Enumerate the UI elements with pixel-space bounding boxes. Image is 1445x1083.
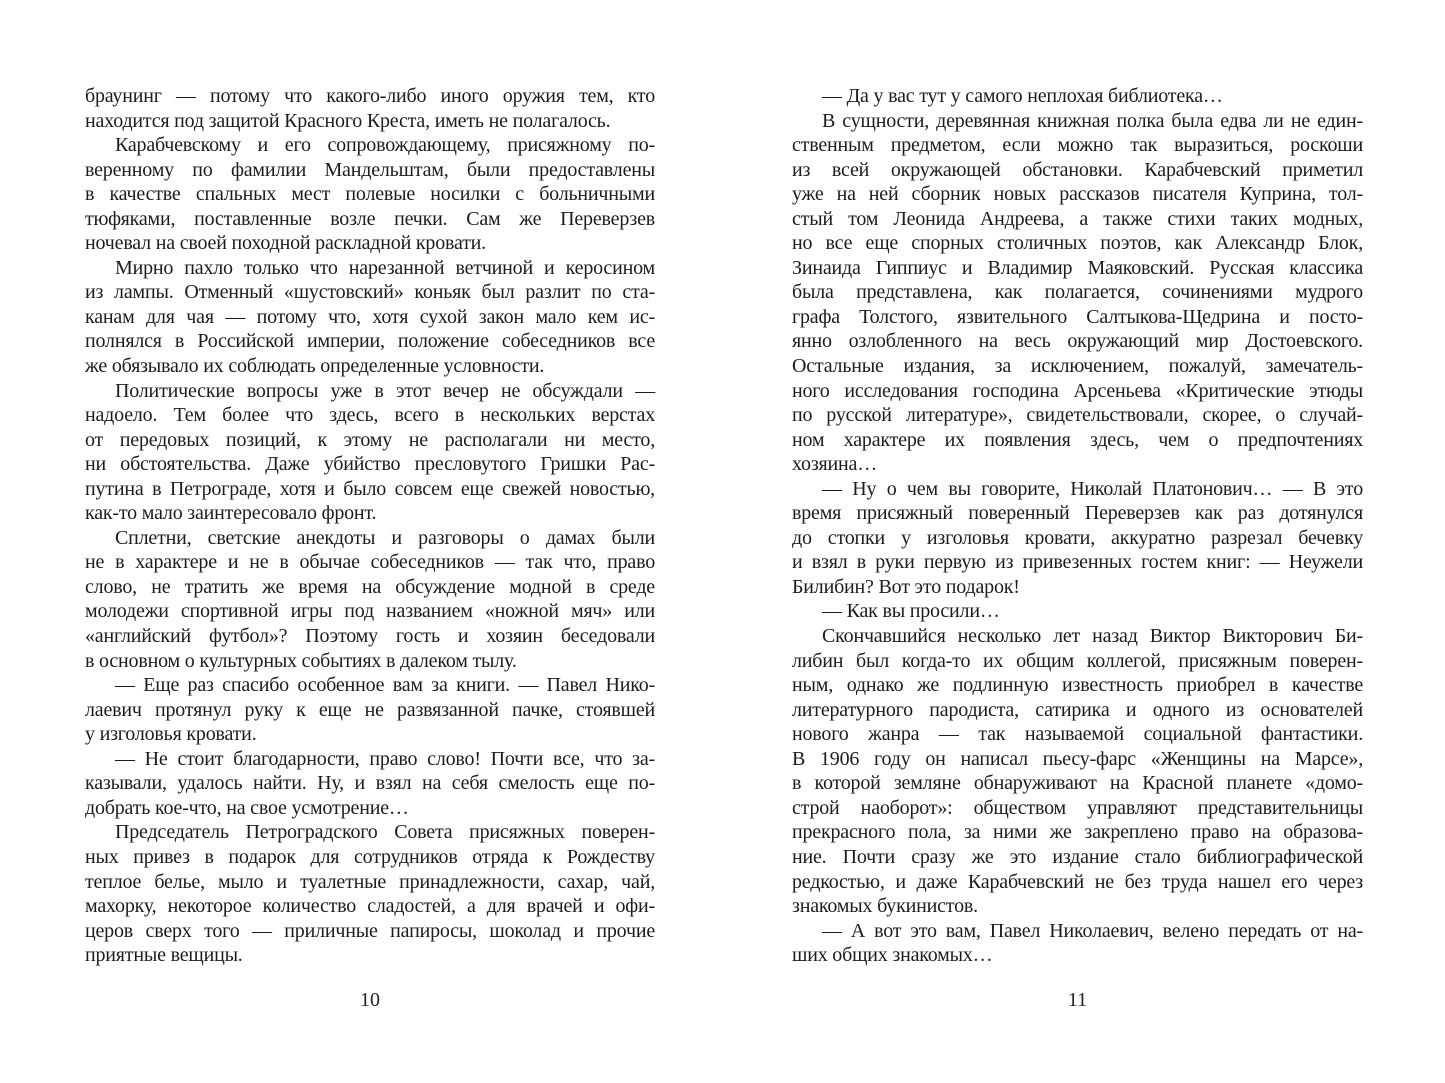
text-line: добрать кое-что, на свое усмотрение… — [85, 796, 409, 819]
text-line: нового жанра — так называемой социальной фантастики. — [792, 723, 1363, 746]
text-line: была представлена, как полагается, сочинениями мудрого — [792, 281, 1363, 304]
text-line: В 1906 году он написал пьесу-фарс «Женщины на Марсе», — [792, 747, 1363, 770]
text-line: в которой земляне обнаруживают на Красной планете «домо- — [792, 772, 1363, 795]
text-line: янно озлобленного на весь окружающий мир Достоевского. — [792, 330, 1363, 353]
text-line: надоело. Тем более что здесь, всего в нескольких верстах — [85, 404, 655, 427]
text-line: «английский футбол»? Поэтому гость и хозяин беседовали — [85, 625, 655, 648]
text-line: прекрасного пола, за ними же закреплено право на образова- — [792, 821, 1363, 844]
text-line: — А вот это вам, Павел Николаевич, велено передать от на- — [822, 919, 1363, 942]
text-line: полнялся в Российской империи, положение собеседников все — [85, 330, 655, 353]
text-line: тюфяками, поставленные возле печки. Сам же Переверзев — [85, 207, 655, 230]
page-number-left: 10 — [360, 989, 380, 1011]
text-line: молодежи спортивной игры под названием «ножной мяч» или — [85, 600, 655, 623]
text-line: Мирно пахло только что нарезанной ветчиной и керосином — [115, 256, 655, 279]
text-line: лаевич протянул руку к еще не развязанной пачке, стоявшей — [85, 698, 655, 721]
text-line: строй наоборот»: обществом управляют представительницы — [792, 796, 1363, 819]
text-line: ном характере их появления здесь, чем о предпочтениях — [792, 428, 1363, 451]
text-line: от передовых позиций, к этому не располагали ни место, — [85, 428, 655, 451]
text-line: либин был когда-то их общим коллегой, присяжным поверен- — [792, 649, 1363, 672]
text-line: Сплетни, светские анекдоты и разговоры о дамах были — [115, 526, 655, 549]
text-line: — Да у вас тут у самого неплохая библиотека… — [822, 85, 1223, 107]
text-line: но все еще спорных столичных поэтов, как Александр Блок, — [792, 232, 1363, 255]
text-line: и взял в руки первую из привезенных гостем книг: — Неужели — [792, 551, 1363, 574]
page-right-text — [792, 84, 1363, 968]
text-line: канам для чая — потому что, хотя сухой закон мало кем ис- — [85, 305, 655, 328]
page-number-right: 11 — [1067, 989, 1088, 1011]
text-line: находится под защитой Красного Креста, иметь не полагалось. — [85, 109, 611, 132]
text-line: графа Толстого, язвительного Салтыкова-Щедрина и посто- — [792, 305, 1363, 328]
text-line: ным, однако же подлинную известность приобрел в качестве — [792, 674, 1363, 697]
text-line: слово, не тратить же время на обсуждение модной в среде — [85, 575, 655, 598]
text-line: — Не стоит благодарности, право слово! Почти все, что за- — [115, 747, 655, 770]
text-line: редкостью, и даже Карабчевский не без труда нашел его через — [792, 870, 1363, 893]
text-line: хозяина… — [792, 453, 878, 476]
text-line: Билибин? Вот это подарок! — [792, 575, 1020, 598]
text-line: стый том Леонида Андреева, а также стихи таких модных, — [792, 207, 1363, 230]
text-line: теплое белье, мыло и туалетные принадлежности, сахар, чай, — [85, 870, 655, 893]
text-line: ного исследования господина Арсеньева «Критические этюды — [792, 379, 1363, 402]
text-line: махорку, некоторое количество сладостей, а для врачей и офи- — [85, 895, 655, 918]
text-line: ных привез в подарок для сотрудников отряда к Рождеству — [85, 845, 655, 868]
text-line: Остальные издания, за исключением, пожалуй, замечатель- — [792, 355, 1363, 378]
text-line: ни обстоятельства. Даже убийство пресловутого Гришки Рас- — [85, 453, 655, 476]
text-line: казывали, удалось найти. Ну, и взял на себя смелость еще по- — [85, 772, 655, 795]
text-line: Скончавшийся несколько лет назад Виктор Викторович Би- — [822, 625, 1363, 648]
text-line: у изголовья кровати. — [85, 723, 257, 746]
text-line: время присяжный поверенный Переверзев как раз дотянулся — [792, 502, 1363, 525]
text-line: Политические вопросы уже в этот вечер не обсуждали — — [115, 379, 655, 402]
text-line: в основном о культурных событиях в далеком тылу. — [85, 649, 517, 672]
text-line: в качестве спальных мест полевые носилки с больничными — [85, 183, 655, 206]
text-line: литературного пародиста, сатирика и одного из основателей — [792, 698, 1363, 721]
text-line: браунинг — потому что какого-либо иного оружия тем, кто — [85, 85, 655, 107]
text-line: из лампы. Отменный «шустовский» коньяк был разлит по ста- — [85, 281, 655, 304]
text-line: же обязывало их соблюдать определенные условности. — [85, 355, 545, 378]
text-line: — Как вы просили… — [822, 600, 1000, 623]
text-line: Зинаида Гиппиус и Владимир Маяковский. Русская классика — [792, 256, 1363, 279]
text-line: как-то мало заинтересовало фронт. — [85, 502, 377, 525]
text-line: В сущности, деревянная книжная полка была едва ли не един- — [822, 109, 1363, 132]
text-line: ночевал на своей походной раскладной кровати. — [85, 232, 486, 255]
text-line: знакомых букинистов. — [792, 895, 978, 918]
text-line: Карабчевскому и его сопровождающему, присяжному по- — [115, 134, 655, 157]
text-line: — Ну о чем вы говорите, Николай Платонович… — В это — [822, 477, 1363, 500]
text-line: уже на ней сборник новых рассказов писателя Куприна, тол- — [792, 183, 1363, 206]
text-line: ших общих знакомых… — [792, 944, 993, 967]
text-line: по русской литературе», свидетельствовали, скорее, о случай- — [792, 404, 1363, 427]
page-left-text — [85, 84, 655, 968]
text-line: — Еще раз спасибо особенное вам за книги. — Павел Нико- — [115, 674, 655, 697]
text-line: веренному по фамилии Мандельштам, были предоставлены — [85, 158, 655, 181]
text-line: ние. Почти сразу же это издание стало библиографической — [792, 845, 1363, 868]
text-line: приятные вещицы. — [85, 944, 243, 967]
text-line: церов сверх того — приличные папиросы, шоколад и прочие — [85, 919, 655, 942]
text-line: Председатель Петроградского Совета присяжных поверен- — [115, 821, 655, 844]
text-line: не в характере и не в обычае собеседников — так что, право — [85, 551, 655, 574]
text-line: ственным предметом, если можно так выразиться, роскоши — [792, 134, 1363, 157]
text-line: из всей окружающей обстановки. Карабчевский приметил — [792, 158, 1363, 181]
text-line: путина в Петрограде, хотя и было совсем еще свежей новостью, — [85, 477, 655, 500]
text-line: до стопки у изголовья кровати, аккуратно разрезал бечевку — [792, 526, 1363, 549]
